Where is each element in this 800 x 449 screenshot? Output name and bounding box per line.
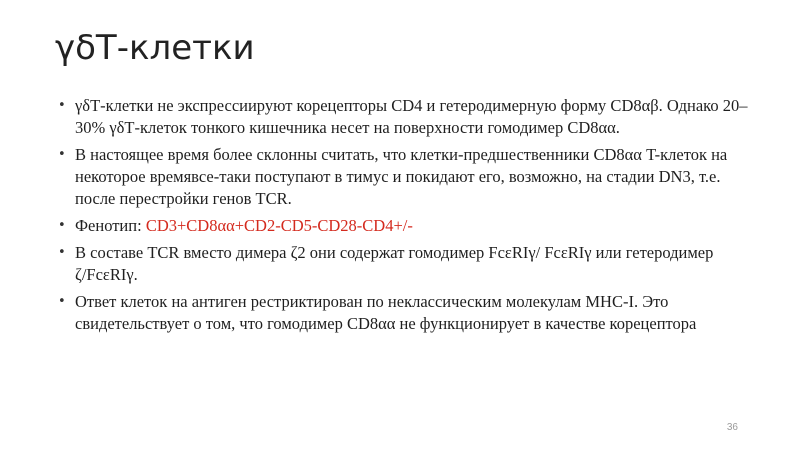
phenotype-formula: CD3+CD8αα+CD2-CD5-CD28-CD4+/-	[145, 216, 413, 235]
bullet-item-4	[58, 242, 748, 286]
bullet-item-3	[58, 215, 748, 237]
bullet-text: γδТ-клетки не экспрессиируют корецепторы CD4 и гетеродимерную форму CD8αβ. Однако 20–30% γδТ-клеток тонкого кишечника несет на поверхности гомодимер CD8αα.	[75, 96, 748, 137]
bullet-icon: •	[58, 245, 66, 260]
bullet-text: Ответ клеток на антиген рестриктирован по неклассическим молекулам MHC-I. Это свидетельствует о том, что гомодимер CD8αα не функционирует в качестве корецептора	[75, 292, 697, 333]
bullet-item-1	[58, 95, 748, 139]
bullet-list	[58, 95, 748, 340]
phenotype-label: Фенотип:	[75, 216, 146, 235]
slide-title: γδТ-клетки	[55, 28, 255, 68]
bullet-item-2	[58, 144, 748, 210]
bullet-text: В составе TCR вместо димера ζ2 они содержат гомодимер FcεRIγ/ FcεRIγ или гетеродимер ζ/FcεRIγ.	[75, 243, 714, 284]
bullet-icon: •	[58, 98, 66, 113]
bullet-icon: •	[58, 294, 66, 309]
bullet-icon: •	[58, 218, 66, 233]
bullet-item-5	[58, 291, 748, 335]
bullet-text: В настоящее время более склонны считать, что клетки-предшественники CD8αα T-клеток на некоторое времявсе-таки поступают в тимус и покидают его, возможно, на стадии DN3, т.е. после перестройки генов TCR.	[75, 145, 728, 208]
bullet-icon: •	[58, 147, 66, 162]
page-number: 36	[726, 422, 738, 433]
